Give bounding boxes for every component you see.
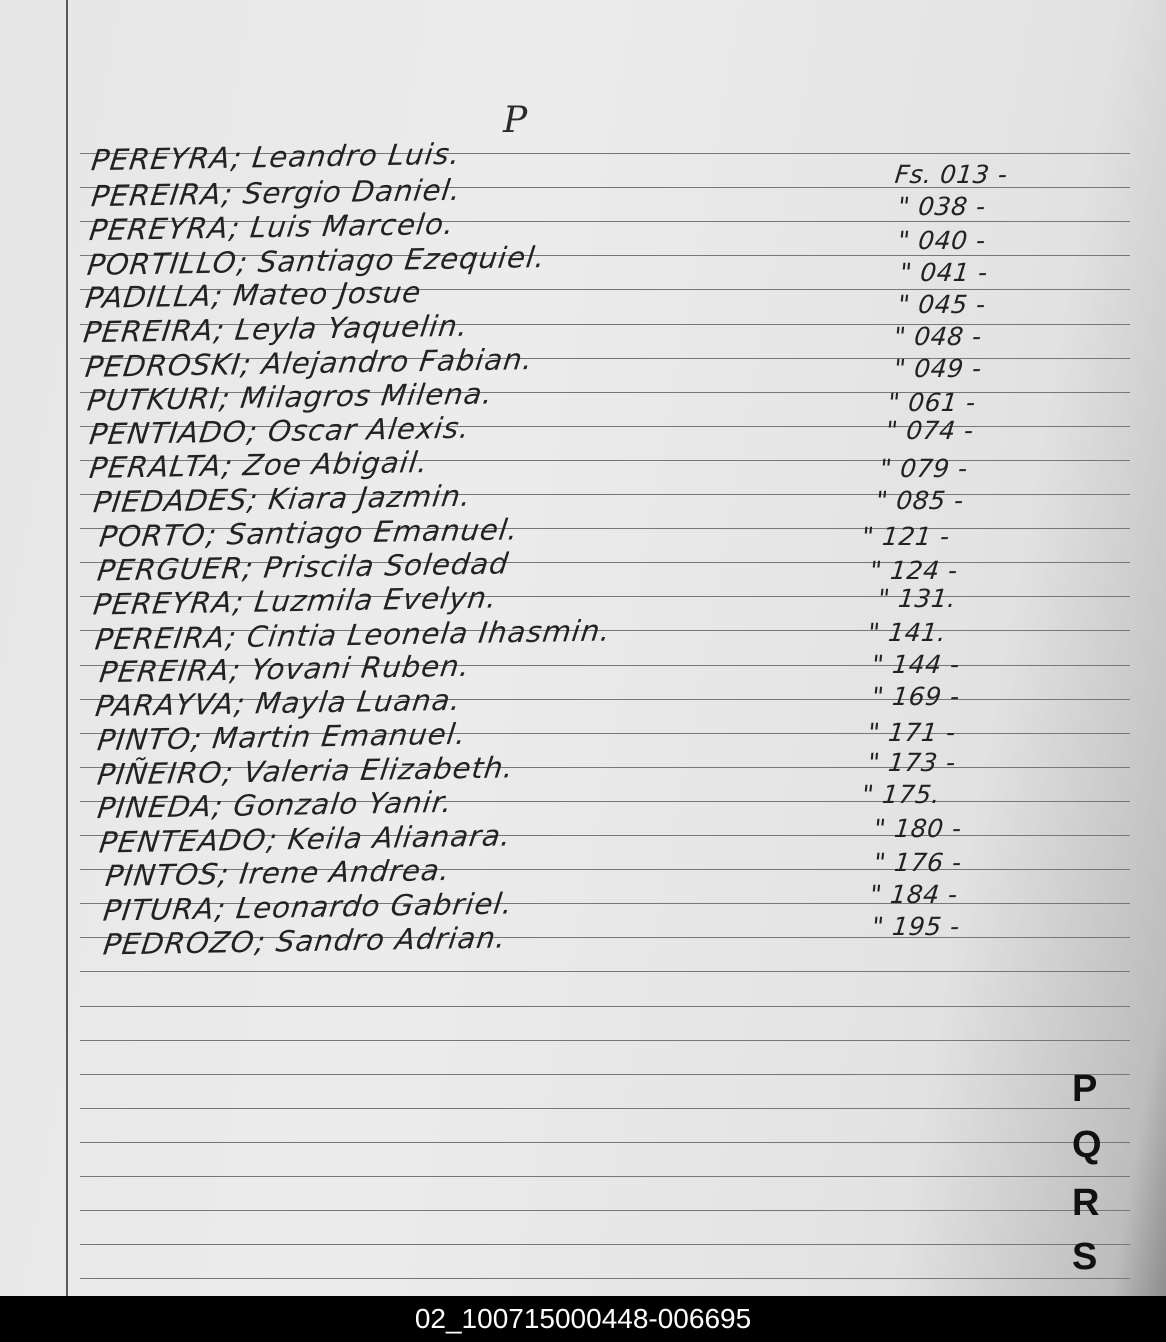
entry-folio: " 195 - [870,912,962,941]
document-id-caption: 02_100715000448-006695 [0,1296,1166,1342]
entry-name: PORTO; Santiago Emanuel. [97,512,521,554]
entry-folio: " 175. [860,780,942,809]
entry-folio: " 141. [866,618,948,647]
entry-name: PIÑEIRO; Valeria Elizabeth. [95,750,516,792]
entry-name: PINTOS; Irene Andrea. [103,853,453,893]
entry-folio: " 169 - [870,682,962,711]
entry-folio: " 074 - [884,416,976,445]
index-tab-r: R [1072,1182,1100,1224]
entry-name: PENTEADO; Keila Alianara. [97,818,514,860]
entry-folio: " 144 - [870,650,962,679]
entry-folio: " 041 - [898,258,990,287]
entry-folio: " 180 - [872,814,964,843]
entry-name: PEREIRA; Cintia Leonela Ihasmin. [93,613,613,657]
entry-folio: " 176 - [872,848,964,877]
entry-name: PEREIRA; Yovani Ruben. [97,648,473,690]
entry-name: PIEDADES; Kiara Jazmin. [91,478,474,520]
entry-name: PUTKURI; Milagros Milena. [85,376,496,418]
entry-folio: " 038 - [896,192,988,221]
entry-folio: " 131. [876,584,958,613]
entry-name: PADILLA; Mateo Josue [83,275,424,315]
page-letter-heading: P [503,100,528,141]
entry-folio: " 045 - [896,290,988,319]
entry-folio: " 121 - [860,522,952,551]
entry-folio: " 085 - [874,486,966,515]
index-tab-s: S [1072,1236,1098,1278]
entry-folio: " 040 - [896,226,988,255]
entry-name: PEREIRA; Leyla Yaquelin. [81,308,471,350]
entry-name: PEREIRA; Sergio Daniel. [89,172,464,214]
entry-name: PARAYVA; Mayla Luana. [93,682,464,724]
entry-name: PENTIADO; Oscar Alexis. [87,410,472,452]
entry-folio: " 049 - [892,354,984,383]
entry-folio: " 048 - [892,322,984,351]
entry-folio: " 124 - [868,556,960,585]
entry-folio: " 184 - [868,880,960,909]
entry-name: PITURA; Leonardo Gabriel. [101,886,515,928]
entry-folio: " 061 - [886,388,978,417]
index-tab-q: Q [1072,1124,1102,1166]
entry-name: PEDROSKI; Alejandro Fabian. [83,342,536,384]
entry-name: PERALTA; Zoe Abigail. [87,445,431,485]
entry-folio: " 171 - [866,718,958,747]
entry-name: PEREYRA; Leandro Luis. [89,136,463,178]
entry-name: PEDROZO; Sandro Adrian. [101,920,509,962]
entry-name: PEREYRA; Luis Marcelo. [87,206,457,248]
entry-name: PINTO; Martin Emanuel. [95,716,469,758]
entry-folio: Fs. 013 - [893,160,1010,189]
entry-name: PEREYRA; Luzmila Evelyn. [91,580,500,622]
entry-name: PORTILLO; Santiago Ezequiel. [85,240,548,282]
entry-name: PERGUER; Priscila Soledad [95,546,511,588]
entry-name: PINEDA; Gonzalo Yanir. [95,784,455,826]
entry-folio: " 173 - [866,748,958,777]
entry-folio: " 079 - [878,454,970,483]
index-tab-p: P [1072,1068,1098,1110]
